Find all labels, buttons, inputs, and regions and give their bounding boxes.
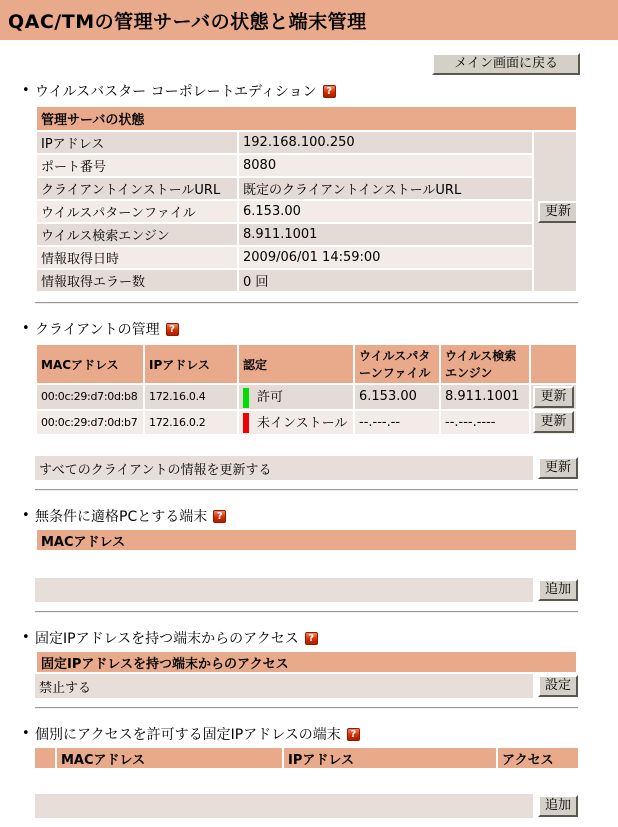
individual-section-title: 個別にアクセスを許可する固定IPアドレスの端末 — [35, 727, 341, 743]
add-terminal-button[interactable]: 追加 — [538, 795, 578, 817]
client-ip: 172.16.0.2 — [145, 411, 237, 435]
individual-col-mac: MACアドレス — [57, 748, 282, 768]
client-col-action — [531, 345, 576, 383]
server-row-label: 情報取得日時 — [37, 247, 237, 268]
update-all-row — [35, 456, 578, 480]
section-divider — [35, 489, 578, 491]
server-row-value: 192.168.100.250 — [239, 132, 532, 153]
clients-section-title: クライアントの管理 — [35, 322, 160, 338]
section-heading-individual — [22, 724, 578, 744]
section-divider — [35, 611, 578, 613]
new-terminal-input[interactable] — [35, 794, 533, 818]
individual-table-header — [35, 748, 578, 768]
client-mac: 00:0c:29:d7:0d:b7 — [37, 411, 143, 435]
fixed-ip-setting-value: 禁止する — [35, 674, 533, 698]
update-all-button[interactable]: 更新 — [538, 457, 578, 479]
server-row-label: ポート番号 — [37, 155, 237, 176]
fixed-ip-setting-row — [35, 674, 578, 698]
client-status-cell — [239, 385, 353, 409]
client-col-pattern: ウイルスパターンファイル — [355, 345, 439, 383]
client-update-button[interactable]: 更新 — [533, 386, 573, 408]
page-header — [0, 0, 618, 40]
fixed-ip-table-header: 固定IPアドレスを持つ端末からのアクセス — [37, 652, 576, 672]
add-mac-row — [35, 578, 578, 602]
main-content — [22, 53, 578, 818]
individual-col-ip: IPアドレス — [284, 748, 496, 768]
client-engine: 8.911.1001 — [441, 385, 529, 409]
server-section-title: ウイルスバスター コーポレートエディション — [35, 84, 317, 100]
bullet-icon: • — [22, 726, 30, 741]
back-to-main-button[interactable]: メイン画面に戻る — [432, 53, 580, 75]
update-all-label: すべてのクライアントの情報を更新する — [35, 456, 533, 480]
client-col-status: 認定 — [239, 345, 353, 383]
server-row-label: ウイルス検索エンジン — [37, 224, 237, 245]
client-update-cell — [531, 411, 576, 435]
individual-col-select — [35, 748, 55, 768]
help-icon[interactable]: ? — [213, 510, 226, 523]
client-update-cell — [531, 385, 576, 409]
server-row-value: 6.153.00 — [239, 201, 532, 222]
client-status-cell — [239, 411, 353, 435]
server-row-label: IPアドレス — [37, 132, 237, 153]
add-mac-button[interactable]: 追加 — [538, 579, 578, 601]
client-pattern: --.---.-- — [355, 411, 439, 435]
page-title: QAC/TMの管理サーバの状態と端末管理 — [8, 10, 367, 33]
client-mac: 00:0c:29:d7:0d:b8 — [37, 385, 143, 409]
server-row-value: 2009/06/01 14:59:00 — [239, 247, 532, 268]
server-row-value: 8.911.1001 — [239, 224, 532, 245]
client-update-button[interactable]: 更新 — [533, 411, 573, 433]
section-heading-server — [22, 81, 578, 101]
client-col-mac: MACアドレス — [37, 345, 143, 383]
section-divider — [35, 302, 578, 304]
new-mac-address-input[interactable] — [35, 578, 533, 602]
bullet-icon: • — [22, 508, 30, 523]
individual-col-access: アクセス — [498, 748, 578, 768]
client-pattern: 6.153.00 — [355, 385, 439, 409]
bullet-icon: • — [22, 321, 30, 336]
client-row — [37, 411, 576, 435]
server-row-label: ウイルスパターンファイル — [37, 201, 237, 222]
help-icon[interactable]: ? — [347, 728, 360, 741]
client-row — [37, 385, 576, 409]
server-table-title: 管理サーバの状態 — [37, 107, 576, 130]
add-terminal-row — [35, 794, 578, 818]
section-heading-clients — [22, 319, 578, 339]
help-icon[interactable]: ? — [305, 632, 318, 645]
unconditional-table-header: MACアドレス — [37, 530, 576, 550]
server-row-value: 8080 — [239, 155, 532, 176]
fixed-ip-section-title: 固定IPアドレスを持つ端末からのアクセス — [35, 631, 299, 647]
toolbar — [35, 53, 580, 75]
help-icon[interactable]: ? — [323, 85, 336, 98]
client-status-text: 未インストール — [257, 415, 348, 431]
bullet-icon: • — [22, 83, 30, 98]
section-divider — [35, 707, 578, 709]
fixed-ip-set-button[interactable]: 設定 — [538, 675, 578, 697]
server-row-value: 0 回 — [239, 270, 532, 291]
server-update-cell — [534, 132, 576, 291]
server-update-button[interactable]: 更新 — [538, 201, 576, 223]
client-ip: 172.16.0.4 — [145, 385, 237, 409]
server-row-value: 既定のクライアントインストールURL — [239, 178, 532, 199]
section-heading-unconditional — [22, 506, 578, 526]
section-heading-fixed-ip — [22, 628, 578, 648]
client-status-text: 許可 — [257, 390, 284, 405]
unconditional-section-title: 無条件に適格PCとする端末 — [35, 509, 208, 525]
client-table — [35, 343, 578, 436]
bullet-icon: • — [22, 630, 30, 645]
client-col-engine: ウイルス検索エンジン — [441, 345, 529, 383]
server-row-label: 情報取得エラー数 — [37, 270, 237, 291]
client-col-ip: IPアドレス — [145, 345, 237, 383]
status-ok-bar — [243, 388, 249, 408]
help-icon[interactable]: ? — [166, 323, 179, 336]
status-error-bar — [243, 413, 249, 433]
server-status-table — [35, 105, 578, 293]
server-row-label: クライアントインストールURL — [37, 178, 237, 199]
client-engine: --.---.---- — [441, 411, 529, 435]
